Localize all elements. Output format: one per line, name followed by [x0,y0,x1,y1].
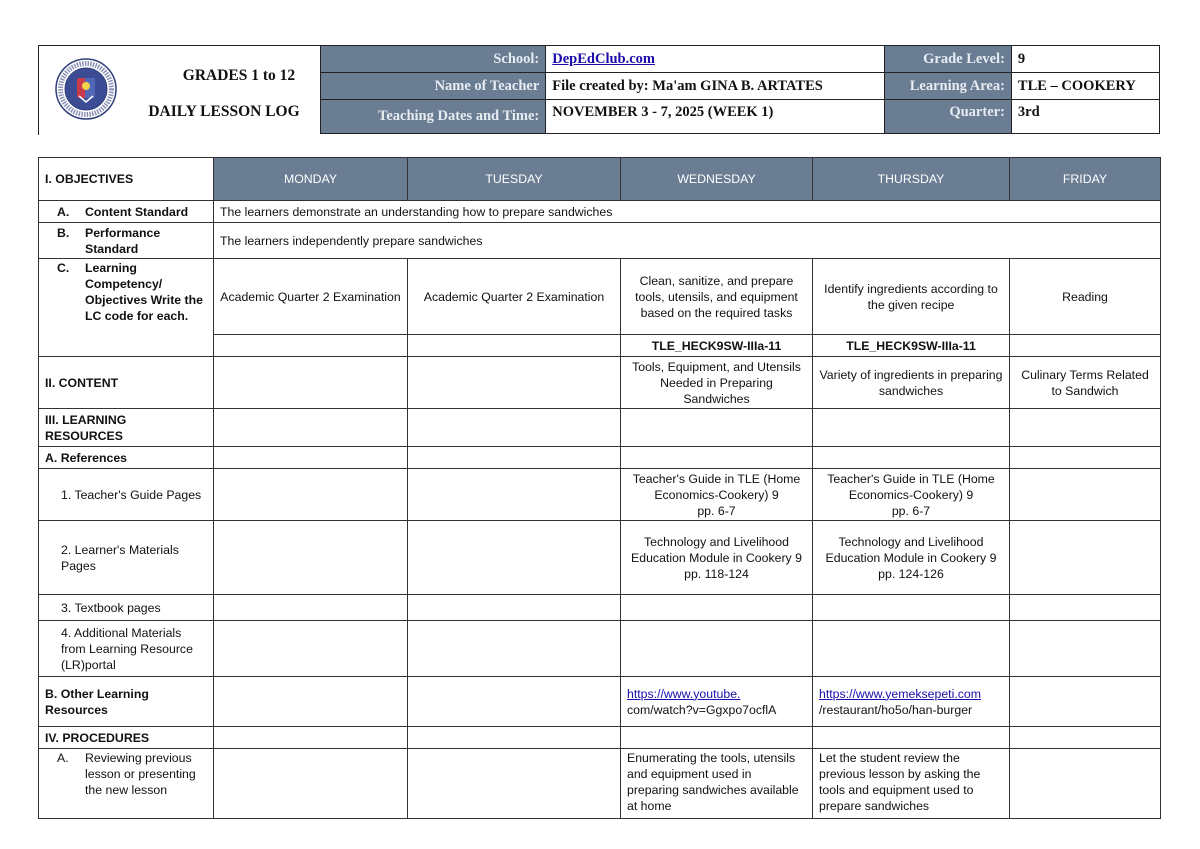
teacher-value: File created by: Ma'am GINA B. ARTATES [546,73,885,100]
empty-cell [813,447,1010,469]
empty-cell [214,409,408,447]
content-label: II. CONTENT [39,357,214,409]
empty-cell [214,595,408,621]
empty-cell [621,621,813,677]
row-label: Content Standard [85,204,189,219]
empty-cell [621,595,813,621]
lc-code-monday [214,335,408,357]
lc-code-thursday: TLE_HECK9SW-IIIa-11 [813,335,1010,357]
empty-cell [1010,595,1161,621]
grade-level-label: Grade Level: [885,46,1012,73]
marker: C. [57,261,70,275]
empty-cell [214,621,408,677]
empty-cell [813,727,1010,749]
empty-cell [408,727,621,749]
quarter-label: Quarter: [885,100,1012,134]
day-header-monday: MONDAY [214,158,408,201]
empty-cell [1010,727,1161,749]
lc-monday: Academic Quarter 2 Examination [214,259,408,335]
empty-cell [813,621,1010,677]
learning-area-value: TLE – COOKERY [1011,73,1159,100]
daily-lesson-table [38,157,1161,819]
empty-cell [408,621,621,677]
other-resources-label: B. Other Learning Resources [39,677,214,727]
marker: B. [57,225,70,240]
empty-cell [408,447,621,469]
tg-monday [214,469,408,521]
empty-cell [1010,409,1161,447]
content-friday: Culinary Terms Related to Sandwich [1010,357,1161,409]
lm-wednesday: Technology and Livelihood Education Module in Cookery 9 pp. 118-124 [621,521,813,595]
content-wednesday: Tools, Equipment, and Utensils Needed in Preparing Sandwiches [621,357,813,409]
performance-standard-label [39,223,214,259]
review-wednesday: Enumerating the tools, utensils and equipment used in preparing sandwiches available at home [621,749,813,819]
quarter-value: 3rd [1011,100,1159,134]
school-value [546,46,885,73]
empty-cell [621,409,813,447]
lm-thursday: Technology and Livelihood Education Module in Cookery 9 pp. 124-126 [813,521,1010,595]
empty-cell [813,595,1010,621]
info-table [320,45,1160,134]
lc-code-tuesday [408,335,621,357]
textbook-label: 3. Textbook pages [39,595,214,621]
lm-monday [214,521,408,595]
lc-wednesday: Clean, sanitize, and prepare tools, utensils, and equipment based on the required tasks [621,259,813,335]
empty-cell [408,595,621,621]
lc-thursday: Identify ingredients according to the given recipe [813,259,1010,335]
deped-seal-icon [55,58,117,120]
tg-friday [1010,469,1161,521]
youtube-link[interactable]: https://www.youtube. [627,686,741,701]
empty-cell [621,727,813,749]
day-header-tuesday: TUESDAY [408,158,621,201]
log-title: GRADES 1 to 12 [182,67,296,84]
lm-tuesday [408,521,621,595]
school-label: School: [321,46,546,73]
row-label: Learning Competency/ Objectives Write the LC code for each. [85,261,203,323]
lc-code-wednesday: TLE_HECK9SW-IIIa-11 [621,335,813,357]
learning-area-label: Learning Area: [885,73,1012,100]
day-header-thursday: THURSDAY [813,158,1010,201]
empty-cell [408,677,621,727]
grade-level-value: 9 [1011,46,1159,73]
empty-cell [214,447,408,469]
marker: A. [57,751,69,765]
other-resources-wednesday [621,677,813,727]
empty-cell [1010,621,1161,677]
tg-wednesday: Teacher's Guide in TLE (Home Economics-Cookery) 9 pp. 6-7 [621,469,813,521]
lesson-log-header [38,45,1160,135]
reviewing-label [39,749,214,819]
content-tuesday [408,357,621,409]
learning-resources-label: III. LEARNING RESOURCES [39,409,214,447]
day-header-wednesday: WEDNESDAY [621,158,813,201]
empty-cell [1010,447,1161,469]
references-label: A. References [39,447,214,469]
empty-cell [1010,677,1161,727]
empty-cell [214,727,408,749]
content-thursday: Variety of ingredients in preparing sandwiches [813,357,1010,409]
yemeksepeti-link-rest: /restaurant/ho5o/han-burger [819,702,973,717]
youtube-link-rest: com/watch?v=Ggxpo7ocflA [627,702,777,717]
teachers-guide-label: 1. Teacher's Guide Pages [39,469,214,521]
review-friday [1010,749,1161,819]
objectives-header: I. OBJECTIVES [39,158,214,201]
other-resources-thursday [813,677,1010,727]
review-tuesday [408,749,621,819]
logo-cell [38,45,320,135]
procedures-label: IV. PROCEDURES [39,727,214,749]
review-monday [214,749,408,819]
lc-code-friday [1010,335,1161,357]
lc-tuesday: Academic Quarter 2 Examination [408,259,621,335]
lm-friday [1010,521,1161,595]
content-standard-value: The learners demonstrate an understanding how to prepare sandwiches [214,201,1161,223]
tg-tuesday [408,469,621,521]
tg-thursday: Teacher's Guide in TLE (Home Economics-Cookery) 9 pp. 6-7 [813,469,1010,521]
row-label: Reviewing previous lesson or presenting the new lesson [85,751,196,797]
lc-friday: Reading [1010,259,1161,335]
day-header-friday: FRIDAY [1010,158,1161,201]
teacher-label: Name of Teacher [321,73,546,100]
dates-label: Teaching Dates and Time: [321,100,546,134]
empty-cell [813,409,1010,447]
empty-cell [408,409,621,447]
row-label: Performance Standard [85,225,161,256]
marker: A. [57,204,70,219]
review-thursday: Let the student review the previous lesson by asking the tools and equipment used to prepare sandwiches [813,749,1010,819]
school-link[interactable]: DepEdClub.com [552,50,655,67]
dates-value: NOVEMBER 3 - 7, 2025 (WEEK 1) [546,100,885,134]
performance-standard-value: The learners independently prepare sandwiches [214,223,1161,259]
log-subtitle: DAILY LESSON LOG [148,103,300,120]
additional-materials-label: 4. Additional Materials from Learning Resource (LR)portal [39,621,214,677]
empty-cell [214,677,408,727]
content-monday [214,357,408,409]
content-standard-label [39,201,214,223]
learners-materials-label: 2. Learner's Materials Pages [39,521,214,595]
empty-cell [621,447,813,469]
yemeksepeti-link[interactable]: https://www.yemeksepeti.com [819,686,981,701]
learning-competency-label [39,259,214,357]
